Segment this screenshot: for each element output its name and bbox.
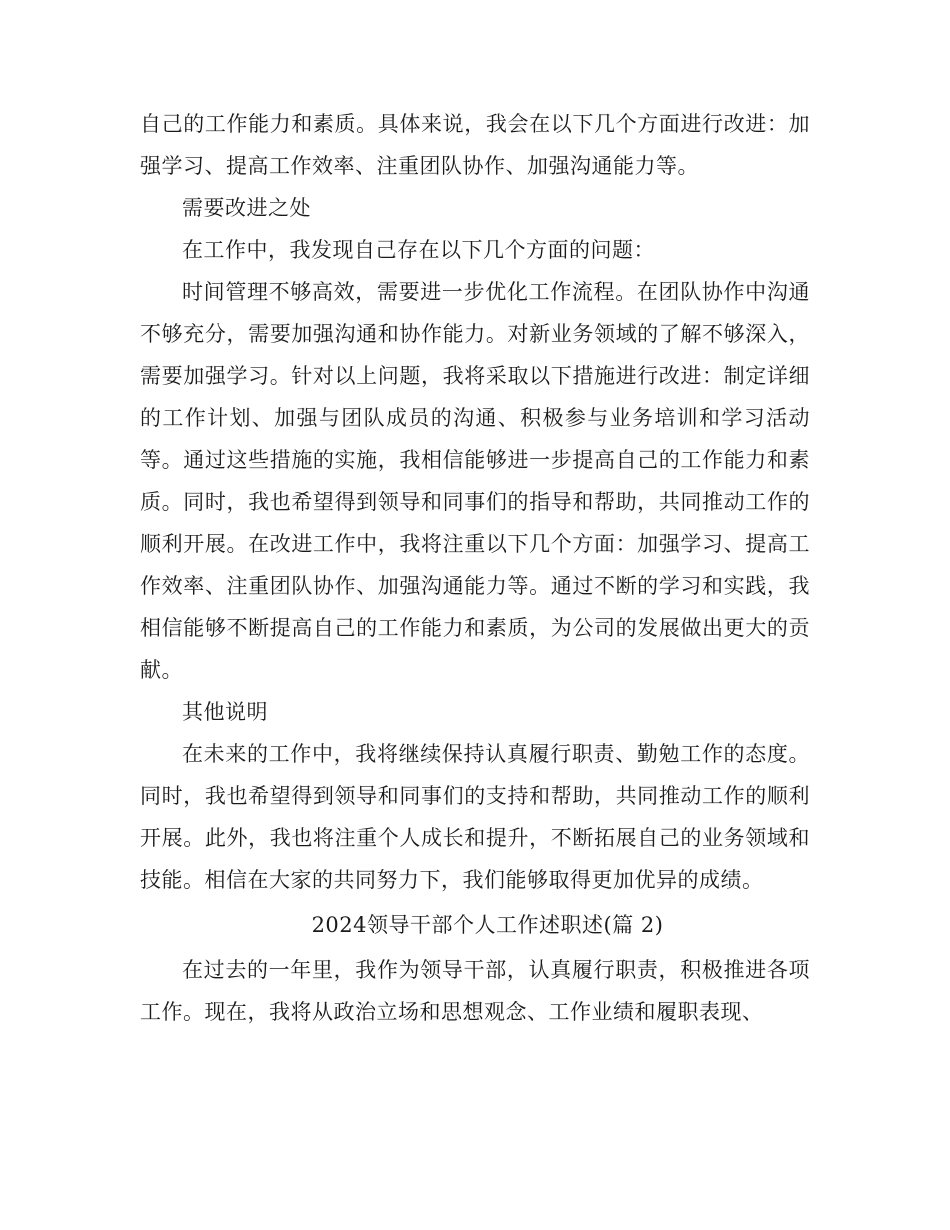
article-title: 2024领导干部个人工作述职述(篇 2) bbox=[311, 913, 664, 937]
paragraph-article-intro: 在过去的一年里，我作为领导干部，认真履行职责，积极推进各项工作。现在，我将从政治立场和思想观念、工作业绩和履职表现、 bbox=[140, 958, 810, 1024]
paragraph-continuation: 自己的工作能力和素质。具体来说，我会在以下几个方面进行改进：加强学习、提高工作效率、注重团队协作、加强沟通能力等。 bbox=[140, 112, 810, 178]
paragraph-problems-intro: 在工作中，我发现自己存在以下几个方面的问题： bbox=[182, 238, 655, 262]
paragraph-problems-detail: 时间管理不够高效，需要进一步优化工作流程。在团队协作中沟通不够充分，需要加强沟通和协作能力。对新业务领域的了解不够深入，需要加强学习。针对以上问题，我将采取以下措施进行改进：制定详细的工作计划、加强与团队成员的沟通、积极参与业务培训和学习活动等。通过这些措施的实施，我相信能够进一步提高自己的工作能力和素质。同时，我也希望得到领导和同事们的指导和帮助，共同推动工作的顺利开展。在改进工作中，我将注重以下几个方面：加强学习、提高工作效率、注重团队协作、加强沟通能力等。通过不断的学习和实践，我相信能够不断提高自己的工作能力和素质，为公司的发展做出更大的贡献。 bbox=[140, 280, 810, 682]
paragraph-other-notes: 在未来的工作中，我将继续保持认真履行职责、勤勉工作的态度。同时，我也希望得到领导和同事们的支持和帮助，共同推动工作的顺利开展。此外，我也将注重个人成长和提升，不断拓展自己的业务领域和技能。相信在大家的共同努力下，我们能够取得更加优异的成绩。 bbox=[140, 742, 810, 892]
section-heading-improvements: 需要改进之处 bbox=[182, 196, 311, 220]
document-body bbox=[140, 103, 810, 1033]
section-heading-other-notes: 其他说明 bbox=[182, 700, 268, 724]
